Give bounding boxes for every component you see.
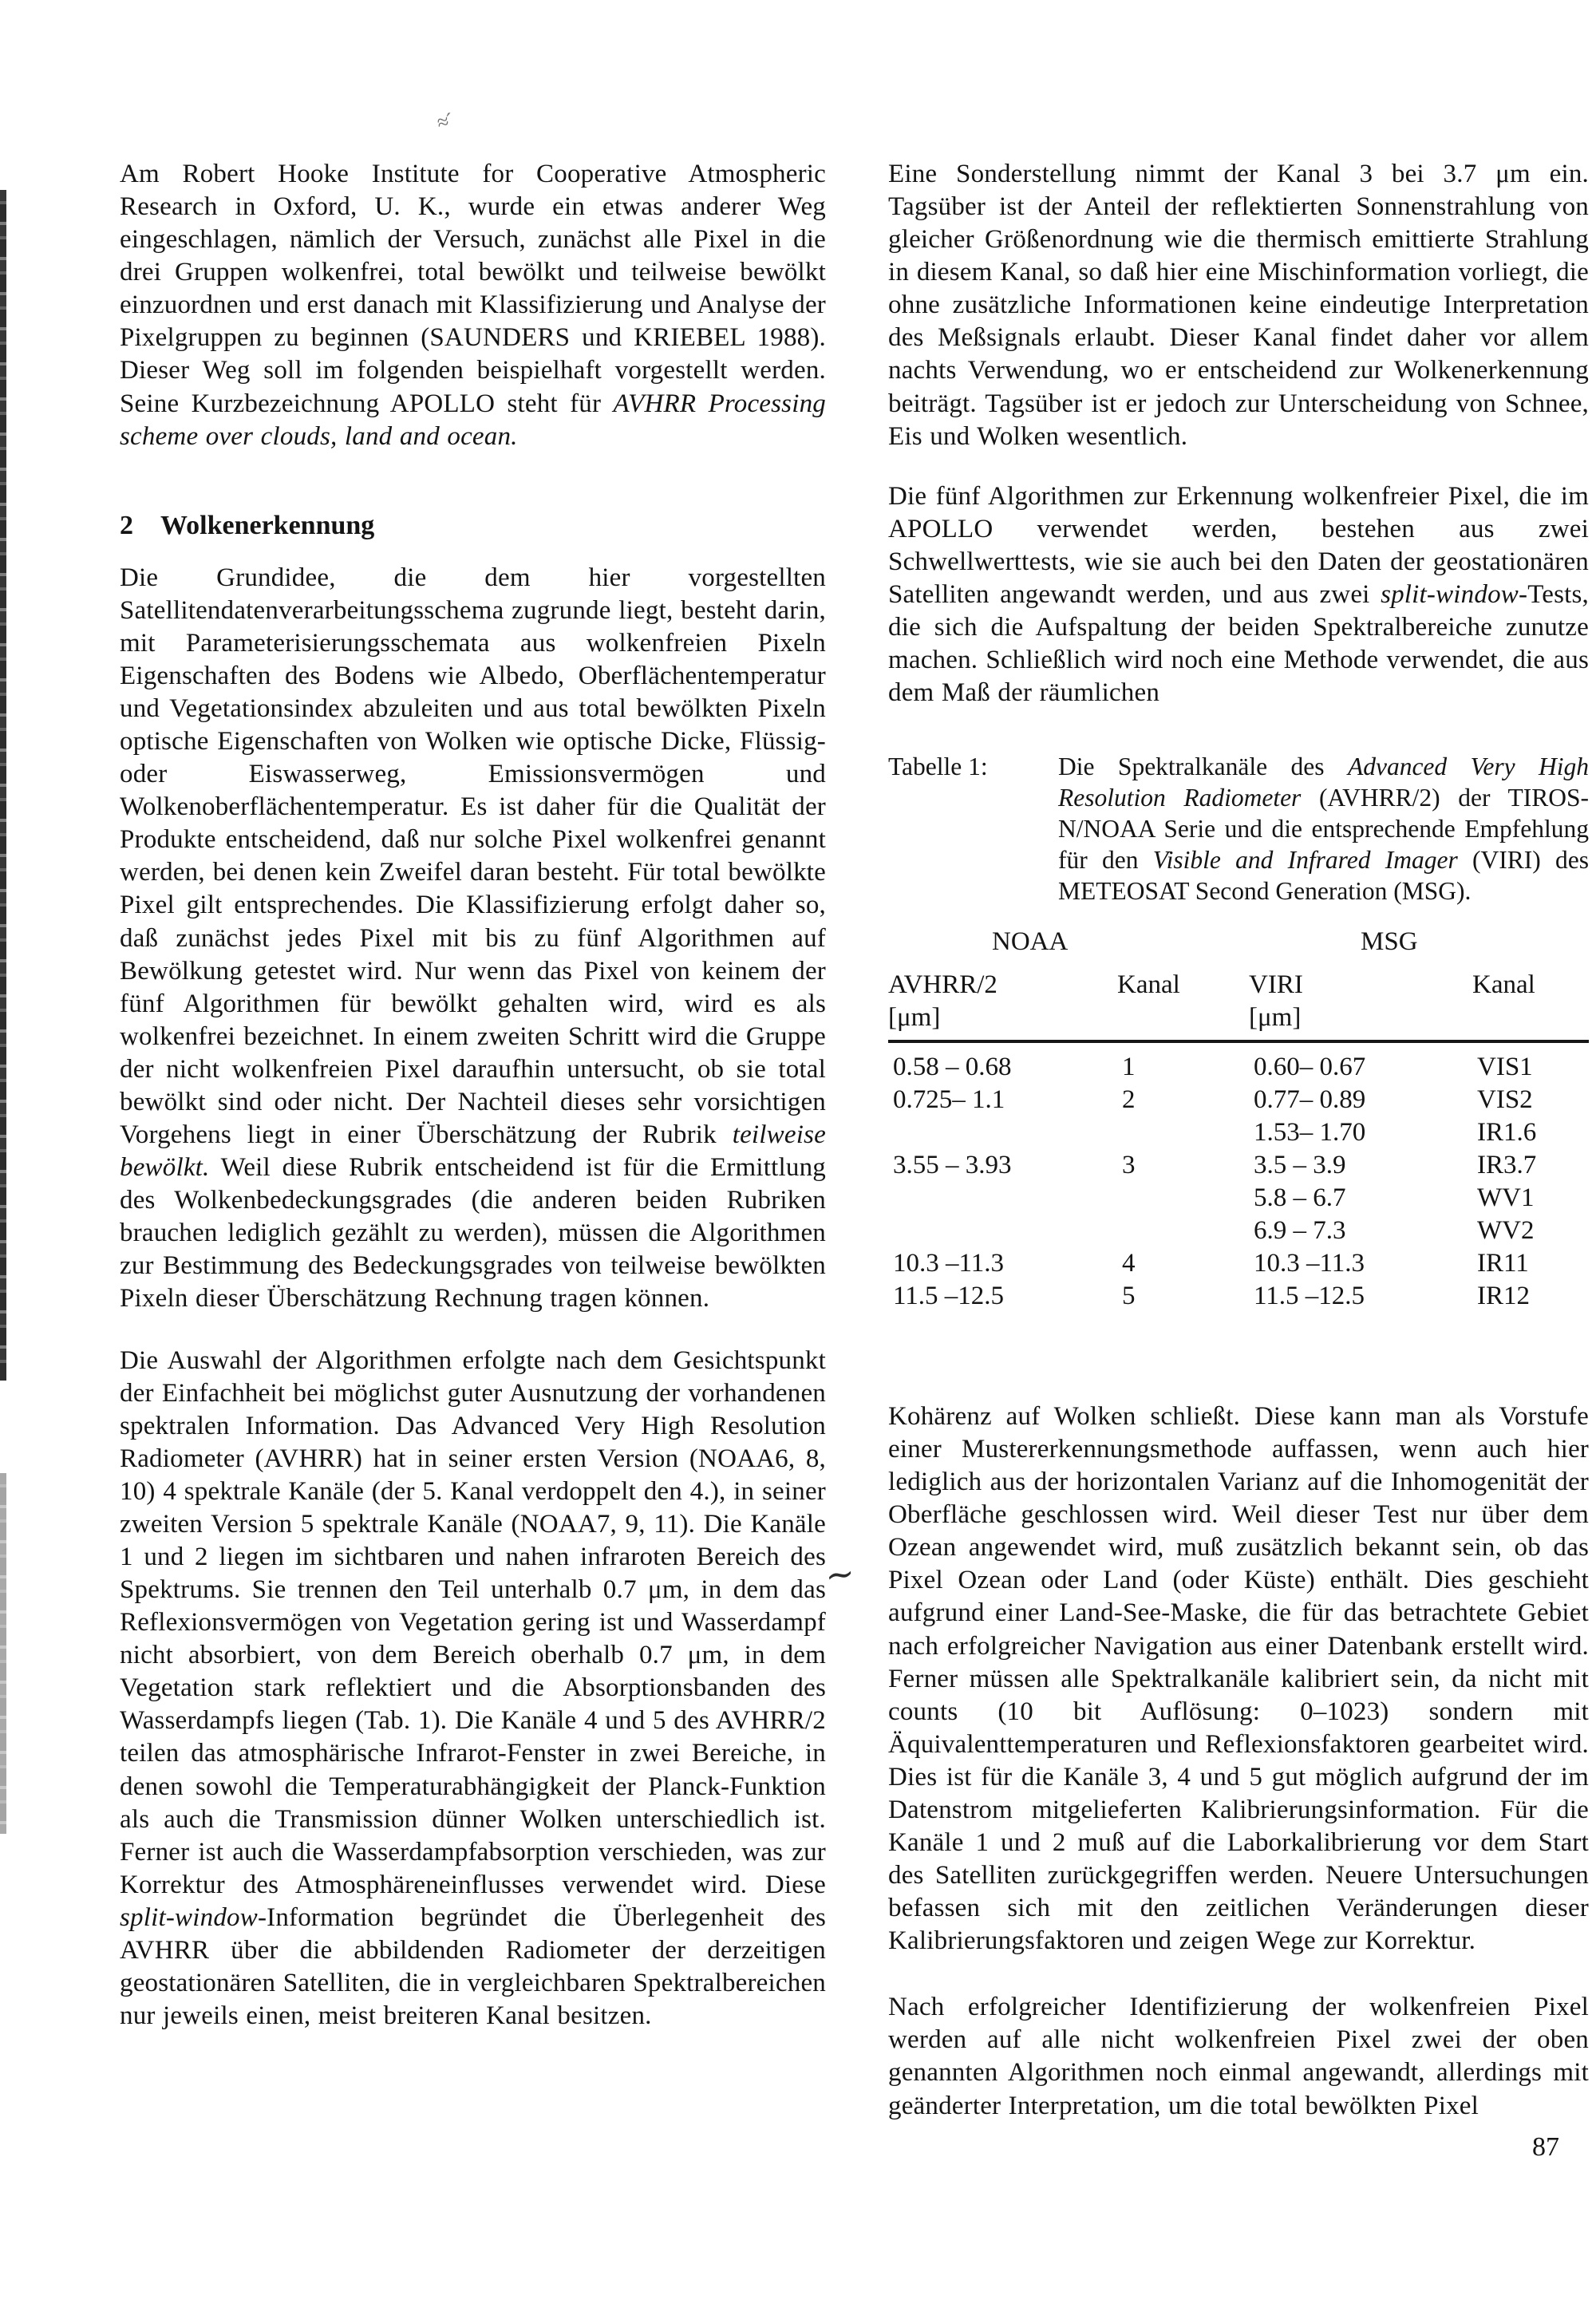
scan-artifact-streak bbox=[0, 190, 6, 1381]
table-cell: 0.60– 0.67 bbox=[1254, 1052, 1366, 1081]
paragraph-algorithmen: Die fünf Algorithmen zur Erkennung wolkenfreier Pixel, die im APOLLO verwendet werden, bestehen aus zwei Schwellwerttests, wie sie auch bei den Daten der geostationären Satelliten angewandt werden, und aus zwei split-window-Tests, die sich die Aufspaltung der beiden Spektralbereiche zunutze machen. Schließlich wird noch eine Methode verwendet, die aus dem Maß der räumlichen bbox=[888, 481, 1589, 708]
right-column bbox=[888, 132, 1589, 2149]
table-cell: 0.725– 1.1 bbox=[893, 1084, 1005, 1114]
table-cell: IR3.7 bbox=[1477, 1150, 1537, 1179]
table-column-header: AVHRR/2 [μm] bbox=[888, 970, 998, 1032]
table-cell: WV2 bbox=[1477, 1215, 1535, 1245]
paragraph-kohaerenz: Kohärenz auf Wolken schließt. Diese kann man als Vorstufe einer Mustererkennungsmethode auffassen, wenn auch hier lediglich aus der horizontalen Varianz auf die Inhomogenität der Oberfläche geschlossen wird. Weil dieser Test nur über dem Ozean angewendet wird, muß zusätzlich bekannt sein, ob das Pixel Ozean oder Land (oder Küste) enthält. Dies geschieht aufgrund einer Land-See-Maske, die für das betrachtete Gebiet nach erfolgreicher Navigation aus einer Datenbank erstellt wird. Ferner müssen alle Spektralkanäle kalibriert sein, da nicht mit counts (10 bit Auflösung: 0–1023) sondern mit Äquivalenttemperaturen und Reflexionsfaktoren gearbeitet wird. Dies ist für die Kanäle 3, 4 und 5 gut möglich aufgrund der im Datenstrom mitgelieferten Kalibrierungsinformation. Für die Kanäle 1 und 2 muß auf die Laborkalibrierung vor dem Start des Satelliten zurückgegriffen werden. Neuere Untersuchungen befassen sich mit den zeitlichen Veränderungen dieser Kalibrierungsfaktoren und zeigen Wege zur Korrektur. bbox=[888, 1401, 1589, 1956]
table-column-header: Kanal bbox=[1472, 970, 1535, 1000]
left-column bbox=[120, 132, 826, 2059]
section-title: Wolkenerkennung bbox=[160, 510, 375, 540]
table-row bbox=[888, 1280, 1589, 1313]
paragraph-grundidee: Die Grundidee, die dem hier vorgestellten Satellitendatenverarbeitungsschema zugrunde liegt, besteht darin, mit Parameterisierungsschemata aus wolkenfreien Pixeln Eigenschaften des Bodens wie Albedo, Oberflächentemperatur und Vegetationsindex abzuleiten und aus total bewölkten Pixeln optische Eigenschaften von Wolken wie optische Dicke, Flüssig- oder Eiswasserweg, Emissionsvermögen und Wolkenoberflächentemperatur. Es ist daher für die Qualität der Produkte entscheidend, daß nur solche Pixel wolkenfrei genannt werden, bei denen kein Zweifel daran besteht. Für total bewölkte Pixel gilt entsprechendes. Die Klassifizierung erfolgt daher so, daß zunächst jedes Pixel mit bis zu fünf Algorithmen auf Bewölkung getestet wird. Nur wenn das Pixel von keinem der fünf Algorithmen für bewölkt gehalten wird, wird es als wolkenfrei bezeichnet. In einem zweiten Schritt wird die Gruppe der nicht wolkenfreien Pixel daraufhin untersucht, ob sie total bewölkt sind oder nicht. Der Nachteil dieses sehr vorsichtigen Vorgehens liegt in einer Überschätzung der Rubrik teilweise bewölkt. Weil diese Rubrik entscheidend ist für die Ermittlung des Wolkenbedeckungsgrades (die anderen beiden Rubriken brauchen lediglich gezählt zu werden), müssen die Algorithmen zur Bestimmung des Bedeckungsgrades von teilweise bewölkten Pixeln dieser Überschätzung Rechnung tragen können. bbox=[120, 563, 826, 1314]
table-body bbox=[888, 1043, 1589, 1313]
table-cell bbox=[1122, 1116, 1254, 1149]
table-caption-label: Tabelle 1: bbox=[888, 753, 988, 781]
paragraph-kanal3: Eine Sonderstellung nimmt der Kanal 3 bei 3.7 μm ein. Tagsüber ist der Anteil der reflektierten Sonnenstrahlung von gleicher Größenordnung wie die thermisch emittierte Strahlung in diesem Kanal, so daß hier eine Mischinformation vorliegt, die ohne zusätzliche Informationen keine eindeutige Interpretation des Meßsignals erlaubt. Dieser Kanal findet daher vor allem nachts Verwendung, wo er entscheidend zur Wolkenerkennung beiträgt. Tagsüber ist er jedoch zur Unterscheidung von Schnee, Eis und Wolken wesentlich. bbox=[888, 160, 1589, 451]
table-cell: 5 bbox=[1122, 1281, 1136, 1310]
table-row bbox=[888, 1182, 1589, 1215]
table-column-header: Kanal bbox=[1117, 970, 1180, 1000]
table-cell: 3.55 – 3.93 bbox=[893, 1150, 1012, 1179]
table-cell bbox=[893, 1116, 1122, 1149]
table-row bbox=[888, 1116, 1589, 1149]
section-heading bbox=[120, 511, 826, 541]
table-cell: 2 bbox=[1122, 1084, 1136, 1114]
table-cell: 3 bbox=[1122, 1150, 1136, 1179]
table-header-row bbox=[888, 969, 1589, 1043]
table-cell: IR12 bbox=[1477, 1281, 1530, 1310]
table-cell: 0.77– 0.89 bbox=[1254, 1084, 1366, 1114]
table-cell: 11.5 –12.5 bbox=[893, 1281, 1005, 1310]
table-cell: 11.5 –12.5 bbox=[1254, 1281, 1365, 1310]
table-cell: IR1.6 bbox=[1477, 1117, 1537, 1147]
paragraph-intro: Am Robert Hooke Institute for Cooperative Atmospheric Research in Oxford, U. K., wurde ein etwas anderer Weg eingeschlagen, nämlich der Versuch, zunächst alle Pixel in die drei Gruppen wolkenfrei, total bewölkt und teilweise bewölkt einzuordnen und erst danach mit Klassifizierung und Analyse der Pixelgruppen zu beginnen (SAUNDERS und KRIEBEL 1988). Dieser Weg soll im folgenden beispielhaft vorgestellt werden. Seine Kurzbezeichnung APOLLO steht für AVHRR Processing scheme over clouds, land and ocean. bbox=[120, 160, 826, 451]
table-cell: VIS2 bbox=[1477, 1084, 1533, 1114]
table-cell bbox=[1122, 1182, 1254, 1215]
table-cell: 5.8 – 6.7 bbox=[1254, 1183, 1346, 1212]
table-column-header: VIRI [μm] bbox=[1249, 970, 1303, 1032]
table-cell: 1 bbox=[1122, 1052, 1136, 1081]
paragraph-nach-identifizierung: Nach erfolgreicher Identifizierung der wolkenfreien Pixel werden auf alle nicht wolkenfreien Pixel zwei der oben genannten Algorithmen noch einmal angewandt, allerdings mit geänderter Interpretation, um die total bewölkten Pixel bbox=[888, 1993, 1589, 2120]
table-row bbox=[888, 1084, 1589, 1116]
table-group-header-row bbox=[888, 927, 1589, 969]
table-cell: IR11 bbox=[1477, 1248, 1529, 1278]
table-cell: WV1 bbox=[1477, 1183, 1535, 1212]
table-caption bbox=[888, 751, 1589, 907]
table-cell: 1.53– 1.70 bbox=[1254, 1117, 1366, 1147]
table-cell bbox=[893, 1215, 1122, 1247]
table-cell: 0.58 – 0.68 bbox=[893, 1052, 1012, 1081]
table-cell: 10.3 –11.3 bbox=[893, 1248, 1005, 1278]
section-number: 2 bbox=[120, 510, 133, 540]
table-row bbox=[888, 1149, 1589, 1182]
page-number: 87 bbox=[1532, 2132, 1559, 2162]
spectral-channels-table bbox=[888, 927, 1589, 1313]
scan-artifact-streak bbox=[0, 1473, 6, 1834]
pencil-scribble-mark: ≈ˊ bbox=[435, 109, 453, 135]
table-row bbox=[888, 1215, 1589, 1247]
table-row bbox=[888, 1247, 1589, 1280]
table-cell: 4 bbox=[1122, 1248, 1136, 1278]
table-cell: 10.3 –11.3 bbox=[1254, 1248, 1365, 1278]
table-cell: VIS1 bbox=[1477, 1052, 1533, 1081]
table-caption-text: Die Spektralkanäle des Advanced Very High Resolution Radiometer (AVHRR/2) der TIROS-N/NOAA Serie und die entsprechende Empfehlung für den Visible and Infrared Imager (VIRI) des METEOSAT Second Generation (MSG). bbox=[1058, 753, 1590, 906]
table-cell: 6.9 – 7.3 bbox=[1254, 1215, 1346, 1245]
table-group-header-msg: MSG bbox=[1361, 927, 1418, 957]
table-cell bbox=[1122, 1215, 1254, 1247]
table-row bbox=[888, 1051, 1589, 1084]
paragraph-auswahl: Die Auswahl der Algorithmen erfolgte nach dem Gesichtspunkt der Einfachheit bei möglichst guter Ausnutzung der vorhandenen spektralen Information. Das Advanced Very High Resolution Radiometer (AVHRR) hat in seiner ersten Version (NOAA6, 8, 10) 4 spektrale Kanäle (der 5. Kanal verdoppelt den 4.), in seiner zweiten Version 5 spektrale Kanäle (NOAA7, 9, 11). Die Kanäle 1 und 2 liegen im sichtbaren und nahen infraroten Bereich des Spektrums. Sie trennen den Teil unterhalb 0.7 μm, in dem das Reflexionsvermögen von Vegetation gering ist und Wasserdampf nicht absorbiert, von dem Bereich oberhalb 0.7 μm, in dem Vegetation stark reflektiert und die Absorptionsbanden des Wasserdampfs liegen (Tab. 1). Die Kanäle 4 und 5 des AVHRR/2 teilen das atmosphärische Infrarot-Fenster in zwei Bereiche, in denen sowohl die Temperaturabhängigkeit der Planck-Funktion als auch die Transmission dünner Wolken unterschiedlich ist. Ferner ist auch die Wasserdampfabsorption verschieden, was zur Korrektur des Atmosphäreneinflusses verwendet wird. Diese split-window-Information begründet die Überlegenheit des AVHRR über die abbildenden Radiometer der derzeitigen geostationären Satelliten, die in vergleichbaren Spektralbereichen nur jeweils einen, meist breiteren Kanal besitzen. bbox=[120, 1345, 826, 2031]
table-group-header-noaa: NOAA bbox=[992, 927, 1069, 957]
table-cell: 3.5 – 3.9 bbox=[1254, 1150, 1346, 1179]
table-cell bbox=[893, 1182, 1122, 1215]
margin-tilde-mark: ∼ bbox=[822, 1553, 858, 1597]
